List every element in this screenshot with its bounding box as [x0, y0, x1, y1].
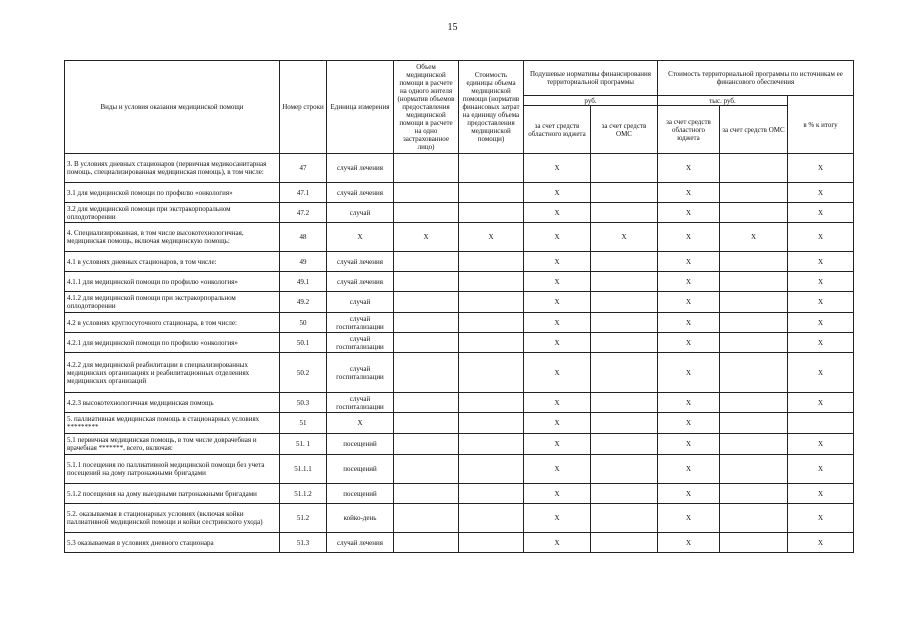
row-unit: случай — [327, 292, 394, 313]
row-value — [591, 434, 658, 455]
row-value: X — [658, 183, 720, 203]
row-value — [394, 455, 459, 484]
row-unit: посещений — [327, 434, 394, 455]
row-value: X — [524, 183, 591, 203]
header-oms-2: за счет средств ОМС — [720, 106, 788, 154]
row-value — [720, 504, 788, 533]
row-name: 4.1 в условиях дневных стационаров, в том числе: — [65, 252, 280, 272]
row-value — [720, 533, 788, 553]
row-value: X — [658, 504, 720, 533]
row-value: X — [788, 484, 854, 504]
row-value — [459, 252, 524, 272]
row-value: X — [788, 533, 854, 553]
row-number: 50.2 — [280, 353, 327, 393]
row-number: 47.1 — [280, 183, 327, 203]
row-value: X — [524, 252, 591, 272]
row-number: 49.2 — [280, 292, 327, 313]
table-row — [65, 353, 854, 393]
row-value — [459, 484, 524, 504]
row-value — [394, 353, 459, 393]
row-value — [591, 455, 658, 484]
row-value — [591, 203, 658, 223]
row-number: 50 — [280, 313, 327, 333]
row-name: 3.1 для медицинской помощи по профилю «онкология» — [65, 183, 280, 203]
row-value: X — [658, 413, 720, 434]
header-regional-budget-2: за счет средств областного юджета — [658, 106, 720, 154]
row-value — [459, 203, 524, 223]
table-row — [65, 292, 854, 313]
row-value — [720, 203, 788, 223]
row-value: X — [788, 434, 854, 455]
row-value — [394, 252, 459, 272]
table-row — [65, 333, 854, 353]
row-number: 47 — [280, 154, 327, 183]
table-row — [65, 183, 854, 203]
row-value — [591, 393, 658, 413]
row-value: X — [658, 154, 720, 183]
row-unit: X — [327, 413, 394, 434]
table-body — [65, 154, 854, 553]
row-value — [394, 413, 459, 434]
row-value: X — [658, 434, 720, 455]
row-value: X — [788, 504, 854, 533]
row-value — [591, 504, 658, 533]
row-value — [394, 533, 459, 553]
row-value: X — [524, 292, 591, 313]
row-unit: случай лечения — [327, 272, 394, 292]
row-value — [459, 313, 524, 333]
header-unit: Единица измерения — [327, 61, 394, 154]
row-value — [394, 313, 459, 333]
row-value — [459, 434, 524, 455]
table-row — [65, 223, 854, 252]
row-value — [394, 154, 459, 183]
row-value — [459, 393, 524, 413]
row-unit: случай лечения — [327, 154, 394, 183]
row-value: X — [524, 353, 591, 393]
row-value: X — [658, 272, 720, 292]
row-value — [459, 455, 524, 484]
row-value — [459, 154, 524, 183]
row-value — [720, 292, 788, 313]
row-number: 47.2 — [280, 203, 327, 223]
header-percent-total: в % к итогу — [788, 96, 854, 154]
table-row — [65, 434, 854, 455]
table-row — [65, 455, 854, 484]
row-value: X — [658, 533, 720, 553]
row-name: 4.2.2 для медицинской реабилитации в специализированных медицинских организациях и реабилитационных отделениях медицинских организаций — [65, 353, 280, 393]
row-value — [394, 292, 459, 313]
row-name: 3.2 для медицинской помощи при экстракорпоральном оплодотворении — [65, 203, 280, 223]
row-value: X — [524, 313, 591, 333]
header-type: Виды и условия оказания медицинской помощи — [65, 61, 280, 154]
row-value — [720, 313, 788, 333]
row-value — [720, 353, 788, 393]
row-value — [394, 434, 459, 455]
row-number: 51 — [280, 413, 327, 434]
row-value: X — [788, 292, 854, 313]
row-value — [591, 413, 658, 434]
row-unit: посещений — [327, 484, 394, 504]
row-value: X — [524, 203, 591, 223]
row-number: 50.3 — [280, 393, 327, 413]
row-value — [459, 272, 524, 292]
row-value: X — [524, 484, 591, 504]
row-value: X — [524, 154, 591, 183]
row-value — [394, 203, 459, 223]
row-value: X — [788, 353, 854, 393]
row-value: X — [524, 434, 591, 455]
row-value — [459, 333, 524, 353]
table-row — [65, 504, 854, 533]
row-name: 5.2. оказываемая в стационарных условиях (включая койки паллиативной медицинской помощи и койки сестринского ухода) — [65, 504, 280, 533]
header-rub: руб. — [524, 96, 658, 106]
row-value: X — [524, 413, 591, 434]
row-name: 3. В условиях дневных стационаров (первичная медикосанитарная помощь, специализированная медицинская помощь), в том числе: — [65, 154, 280, 183]
row-number: 51.1.1 — [280, 455, 327, 484]
row-value: X — [658, 252, 720, 272]
row-value: X — [658, 313, 720, 333]
row-value — [591, 484, 658, 504]
row-number: 51. 1 — [280, 434, 327, 455]
row-value: X — [658, 393, 720, 413]
row-value — [591, 292, 658, 313]
row-name: 4.2.1 для медицинской помощи по профилю «онкология» — [65, 333, 280, 353]
row-value — [720, 272, 788, 292]
row-value: X — [788, 313, 854, 333]
row-value: X — [524, 333, 591, 353]
row-unit: случай лечения — [327, 252, 394, 272]
row-value — [591, 183, 658, 203]
header-oms: за счет средств ОМС — [591, 106, 658, 154]
row-value: X — [720, 223, 788, 252]
row-value — [591, 272, 658, 292]
row-unit: койко-день — [327, 504, 394, 533]
row-value — [591, 353, 658, 393]
row-value: X — [394, 223, 459, 252]
row-value — [720, 413, 788, 434]
row-value — [394, 504, 459, 533]
header-volume: Объем медицинской помощи в расчете на одного жителя (норматив объемов предоставления медицинской помощи в расчете на одно застрахованное лицо) — [394, 61, 459, 154]
row-unit: случай — [327, 203, 394, 223]
row-value — [459, 292, 524, 313]
row-value — [720, 434, 788, 455]
row-value: X — [788, 154, 854, 183]
row-value: X — [788, 203, 854, 223]
row-number: 49.1 — [280, 272, 327, 292]
row-value: X — [658, 484, 720, 504]
table-row — [65, 533, 854, 553]
row-number: 49 — [280, 252, 327, 272]
row-value: X — [658, 203, 720, 223]
row-unit: посещений — [327, 455, 394, 484]
header-row-number: Номер строки — [280, 61, 327, 154]
row-value — [720, 183, 788, 203]
row-name: 5. паллиативная медицинская помощь в стационарных условиях ********* — [65, 413, 280, 434]
row-number: 51.1.2 — [280, 484, 327, 504]
table-row — [65, 393, 854, 413]
row-value — [720, 455, 788, 484]
row-value: X — [524, 533, 591, 553]
row-name: 4.1.2 для медицинской помощи при экстракорпоральном оплодотворении — [65, 292, 280, 313]
row-unit: случай госпитализации — [327, 313, 394, 333]
row-number: 50.1 — [280, 333, 327, 353]
row-value — [591, 333, 658, 353]
row-value — [720, 393, 788, 413]
row-value — [720, 252, 788, 272]
table-row — [65, 272, 854, 292]
header-unit-cost: Стоимость единицы объема медицинской помощи (норматив финансовых затрат на единицу объема предоставления медицинской помощи) — [459, 61, 524, 154]
row-value — [591, 154, 658, 183]
row-value — [720, 484, 788, 504]
row-name: 4.2 в условиях круглосуточного стационара, в том числе: — [65, 313, 280, 333]
table-row — [65, 413, 854, 434]
row-value: X — [788, 455, 854, 484]
row-value — [459, 533, 524, 553]
row-name: 4. Специализированная, в том числе высокотехнологичная, медицинская помощь, включая медицинскую помощь: — [65, 223, 280, 252]
row-unit: случай лечения — [327, 533, 394, 553]
table-row — [65, 203, 854, 223]
row-number: 48 — [280, 223, 327, 252]
row-value — [394, 484, 459, 504]
row-value: X — [658, 353, 720, 393]
row-value: X — [459, 223, 524, 252]
header-thous-rub: тыс. руб. — [658, 96, 788, 106]
row-value: X — [658, 455, 720, 484]
row-unit: X — [327, 223, 394, 252]
table-row — [65, 484, 854, 504]
header-per-capita: Подушевые нормативы финансирования территориальной программы — [524, 61, 658, 96]
row-value: X — [524, 223, 591, 252]
row-value — [394, 333, 459, 353]
table-row — [65, 252, 854, 272]
row-value: X — [658, 223, 720, 252]
row-value: X — [788, 252, 854, 272]
row-value — [459, 353, 524, 393]
row-value — [591, 313, 658, 333]
table-row — [65, 154, 854, 183]
row-name: 5.1.2 посещения на дому выездными патронажными бригадами — [65, 484, 280, 504]
row-value: X — [524, 272, 591, 292]
row-unit: случай госпитализации — [327, 393, 394, 413]
row-value: X — [591, 223, 658, 252]
page-number: 15 — [447, 22, 458, 33]
row-number: 51.2 — [280, 504, 327, 533]
row-value: X — [788, 272, 854, 292]
row-value: X — [788, 183, 854, 203]
row-value — [459, 183, 524, 203]
row-name: 5.1 первичная медицинская помощь, в том числе доврачебная и врачебная *******, всего, включая: — [65, 434, 280, 455]
row-value: X — [524, 455, 591, 484]
row-value — [394, 393, 459, 413]
row-value: X — [658, 292, 720, 313]
row-value — [459, 413, 524, 434]
header-total-cost: Стоимость территориальной программы по источникам ее финансового обеспечения — [658, 61, 854, 96]
row-value: X — [524, 504, 591, 533]
row-value — [720, 333, 788, 353]
row-unit: случай госпитализации — [327, 333, 394, 353]
territorial-program-table — [64, 60, 854, 553]
row-value: X — [788, 333, 854, 353]
row-number: 51.3 — [280, 533, 327, 553]
header-regional-budget: за счет средств областного юджета — [524, 106, 591, 154]
row-unit: случай лечения — [327, 183, 394, 203]
row-value: X — [658, 333, 720, 353]
row-value: X — [524, 393, 591, 413]
row-unit: случай госпитализации — [327, 353, 394, 393]
table-row — [65, 313, 854, 333]
row-value — [591, 533, 658, 553]
row-value — [394, 272, 459, 292]
row-value — [720, 154, 788, 183]
row-value: X — [788, 223, 854, 252]
row-name: 5.3 оказываемая в условиях дневного стационара — [65, 533, 280, 553]
row-name: 4.1.1 для медицинской помощи по профилю «онкология» — [65, 272, 280, 292]
row-value — [788, 413, 854, 434]
row-name: 4.2.3 высокотехнологичная медицинская помощь — [65, 393, 280, 413]
row-name: 5.1.1 посещения по паллиативной медицинской помощи без учета посещений на дому патронажными бригадами — [65, 455, 280, 484]
row-value: X — [788, 393, 854, 413]
row-value — [591, 252, 658, 272]
row-value — [394, 183, 459, 203]
row-value — [459, 504, 524, 533]
